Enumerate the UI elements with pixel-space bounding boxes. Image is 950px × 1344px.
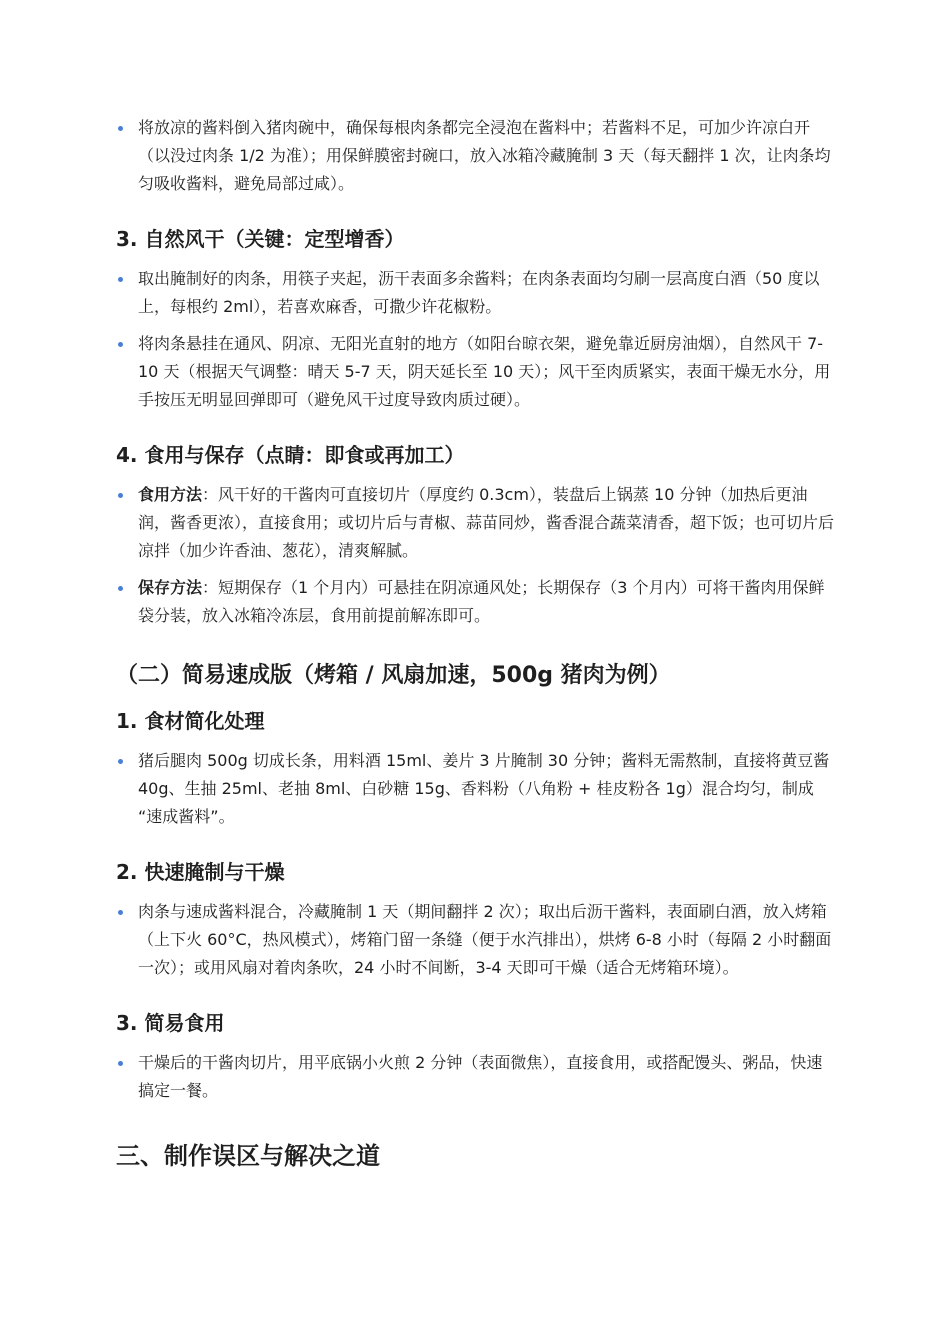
quick-step2-list	[116, 898, 836, 982]
step3-heading: 3. 自然风干（关键：定型增香）	[116, 227, 405, 251]
quick-step1-list	[116, 747, 836, 831]
eat-method-label: 食用方法	[138, 485, 203, 504]
list-item: 猪后腿肉 500g 切成长条，用料酒 15ml、姜片 3 片腌制 30 分钟；酱料无需熬制，直接将黄豆酱 40g、生抽 25ml、老抽 8ml、白砂糖 15g、香料粉（八角粉 + 桂皮粉各 1g）混合均匀，制成 “速成酱料”。	[116, 747, 836, 831]
quick-step3-list	[116, 1049, 836, 1105]
document-content	[116, 114, 836, 1172]
section3-title: 三、制作误区与解决之道	[116, 1142, 380, 1170]
quick-step2-heading: 2. 快速腌制与干燥	[116, 860, 285, 884]
quick-step3-heading: 3. 简易食用	[116, 1011, 225, 1035]
quick-version-title: （二）简易速成版（烤箱 / 风扇加速，500g 猪肉为例）	[116, 663, 671, 688]
list-item: 干燥后的干酱肉切片，用平底锅小火煎 2 分钟（表面微焦），直接食用，或搭配馒头、粥品，快速搞定一餐。	[116, 1049, 836, 1105]
list-item: 将肉条悬挂在通风、阴凉、无阳光直射的地方（如阳台晾衣架，避免靠近厨房油烟），自然风干 7-10 天（根据天气调整：晴天 5-7 天，阴天延长至 10 天）；风干至肉质紧实，表面干燥无水分，用手按压无明显回弹即可（避免风干过度导致肉质过硬）。	[116, 330, 836, 414]
step3-list	[116, 265, 836, 414]
list-item: 取出腌制好的肉条，用筷子夹起，沥干表面多余酱料；在肉条表面均匀刷一层高度白酒（50 度以上，每根约 2ml），若喜欢麻香，可撒少许花椒粉。	[116, 265, 836, 321]
store-method-label: 保存方法	[138, 578, 203, 597]
step2-tail-list	[116, 114, 836, 198]
eat-method-text: ：风干好的干酱肉可直接切片（厚度约 0.3cm），装盘后上锅蒸 10 分钟（加热后更油润，酱香更浓），直接食用；或切片后与青椒、蒜苗同炒，酱香混合蔬菜清香，超下饭；也可切片后凉拌（加少许香油、葱花），清爽解腻。	[138, 485, 835, 560]
quick-step1-heading: 1. 食材简化处理	[116, 709, 265, 733]
step4-list	[116, 481, 836, 630]
list-item: 肉条与速成酱料混合，冷藏腌制 1 天（期间翻拌 2 次）；取出后沥干酱料，表面刷白酒，放入烤箱（上下火 60°C，热风模式），烤箱门留一条缝（便于水汽排出），烘烤 6-8 小时（每隔 2 小时翻面一次）；或用风扇对着肉条吹，24 小时不间断，3-4 天即可干燥（适合无烤箱环境）。	[116, 898, 836, 982]
step4-heading: 4. 食用与保存（点睛：即食或再加工）	[116, 443, 465, 467]
list-item	[116, 574, 836, 630]
store-method-text: ：短期保存（1 个月内）可悬挂在阴凉通风处；长期保存（3 个月内）可将干酱肉用保鲜袋分装，放入冰箱冷冻层，食用前提前解冻即可。	[138, 578, 825, 625]
list-item	[116, 481, 836, 565]
list-item: 将放凉的酱料倒入猪肉碗中，确保每根肉条都完全浸泡在酱料中；若酱料不足，可加少许凉白开（以没过肉条 1/2 为准）；用保鲜膜密封碗口，放入冰箱冷藏腌制 3 天（每天翻拌 1 次，让肉条均匀吸收酱料，避免局部过咸）。	[116, 114, 836, 198]
